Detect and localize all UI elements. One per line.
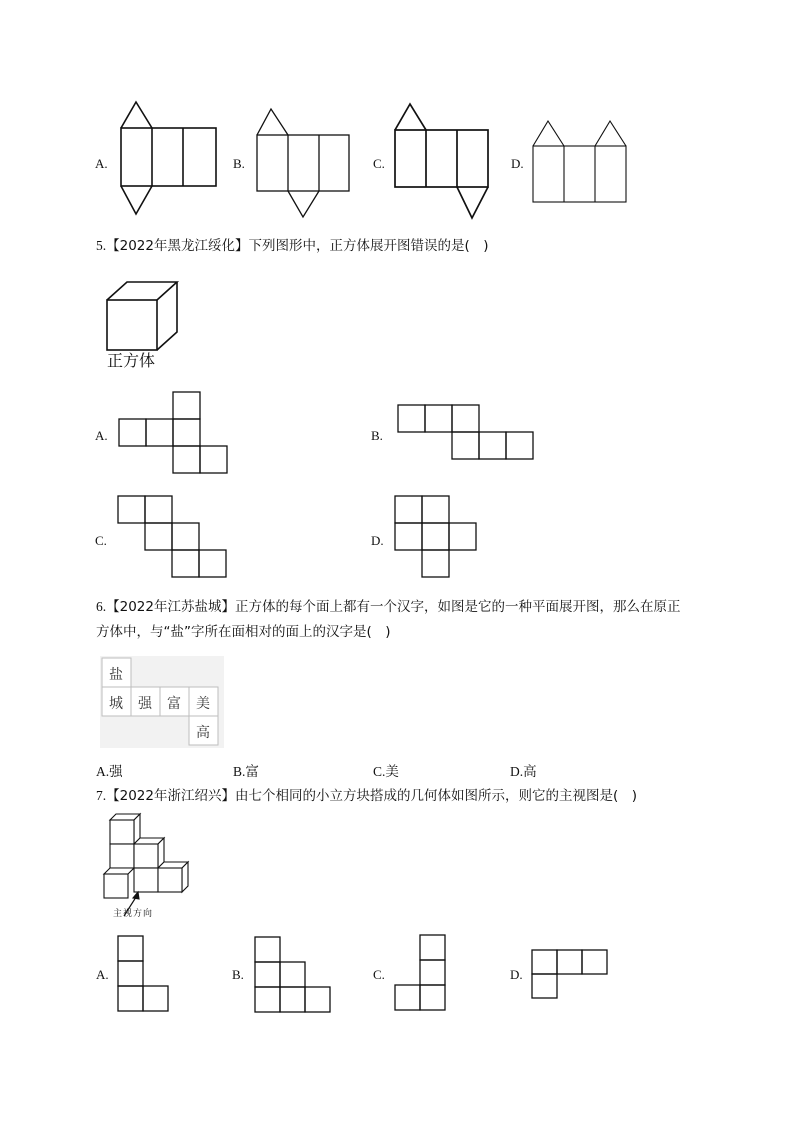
q5-option-a-net [117, 391, 237, 481]
q5-option-a-label: A. [95, 428, 108, 443]
q6-option-b[interactable] [233, 760, 259, 780]
q5-cube-caption: 正方体 [107, 351, 156, 370]
q6-option-c-label: C. [373, 764, 386, 779]
q6-source: 【2022年江苏盐城】 [106, 599, 235, 615]
q6-question-line1 [96, 595, 680, 619]
q7-option-b-label: B. [232, 967, 244, 982]
q7-option-a-view [116, 934, 176, 1014]
q4-option-b-net [253, 105, 363, 225]
q4-option-b-label: B. [233, 156, 245, 171]
q6-option-a-label: A. [96, 764, 110, 779]
q6-net-char-cheng: 城 [109, 696, 123, 712]
q7-option-a-label: A. [96, 967, 109, 982]
q6-net-char-gao: 高 [196, 725, 210, 741]
q6-option-c-text: 美 [385, 764, 399, 780]
q6-option-d[interactable] [510, 760, 537, 780]
q6-option-b-label: B. [233, 764, 246, 779]
q4-option-c-net [392, 100, 502, 225]
q5-number: 5. [96, 238, 107, 253]
q6-text-line1: 正方体的每个面上都有一个汉字，如图是它的一种平面展开图，那么在原正 [234, 599, 681, 615]
q5-cube-figure [105, 280, 185, 355]
q6-net-char-fu: 富 [167, 696, 181, 712]
q4-option-a-net [115, 100, 235, 220]
q6-option-b-text: 富 [245, 764, 259, 780]
q6-net-char-yan: 盐 [109, 667, 123, 683]
q7-text: 由七个相同的小立方块搭成的几何体如图所示，则它的主视图是( ) [234, 788, 638, 804]
q7-option-b-view [253, 935, 338, 1015]
q5-option-d-net [393, 494, 493, 589]
q6-net-char-mei: 美 [196, 696, 210, 712]
q6-option-a-text: 强 [109, 764, 123, 780]
q7-view-caption: 主视方向 [113, 909, 154, 919]
q7-question [96, 784, 637, 808]
q6-option-a[interactable] [96, 760, 123, 780]
q7-cube-stack-figure [100, 812, 210, 907]
q5-text: 下列图形中，正方体展开图错误的是( ) [248, 238, 489, 254]
q7-option-d-label: D. [510, 967, 523, 982]
q4-option-a-label: A. [95, 156, 108, 171]
q4-option-c-label: C. [373, 156, 385, 171]
q5-source: 【2022年黑龙江绥化】 [106, 238, 249, 254]
q7-number: 7. [96, 788, 107, 803]
q5-option-d-label: D. [371, 533, 384, 548]
q7-option-c-label: C. [373, 967, 385, 982]
q6-question-line2: 方体中，与“盐”字所在面相对的面上的汉字是( ) [96, 624, 391, 640]
q6-number: 6. [96, 599, 107, 614]
q4-option-d-net [530, 118, 640, 208]
q7-source: 【2022年浙江绍兴】 [106, 788, 235, 804]
q5-question [96, 234, 489, 258]
q5-option-b-net [396, 404, 546, 469]
q5-option-c-net [116, 494, 236, 589]
q6-option-c[interactable] [373, 760, 399, 780]
q6-net-figure [100, 656, 224, 748]
q7-option-d-view [530, 948, 615, 1003]
q6-option-d-text: 高 [523, 764, 537, 780]
q4-option-d-label: D. [511, 156, 524, 171]
q6-net-char-qiang: 强 [138, 696, 152, 712]
q7-option-c-view [393, 933, 453, 1013]
q6-option-d-label: D. [510, 764, 524, 779]
q5-option-c-label: C. [95, 533, 107, 548]
q5-option-b-label: B. [371, 428, 383, 443]
